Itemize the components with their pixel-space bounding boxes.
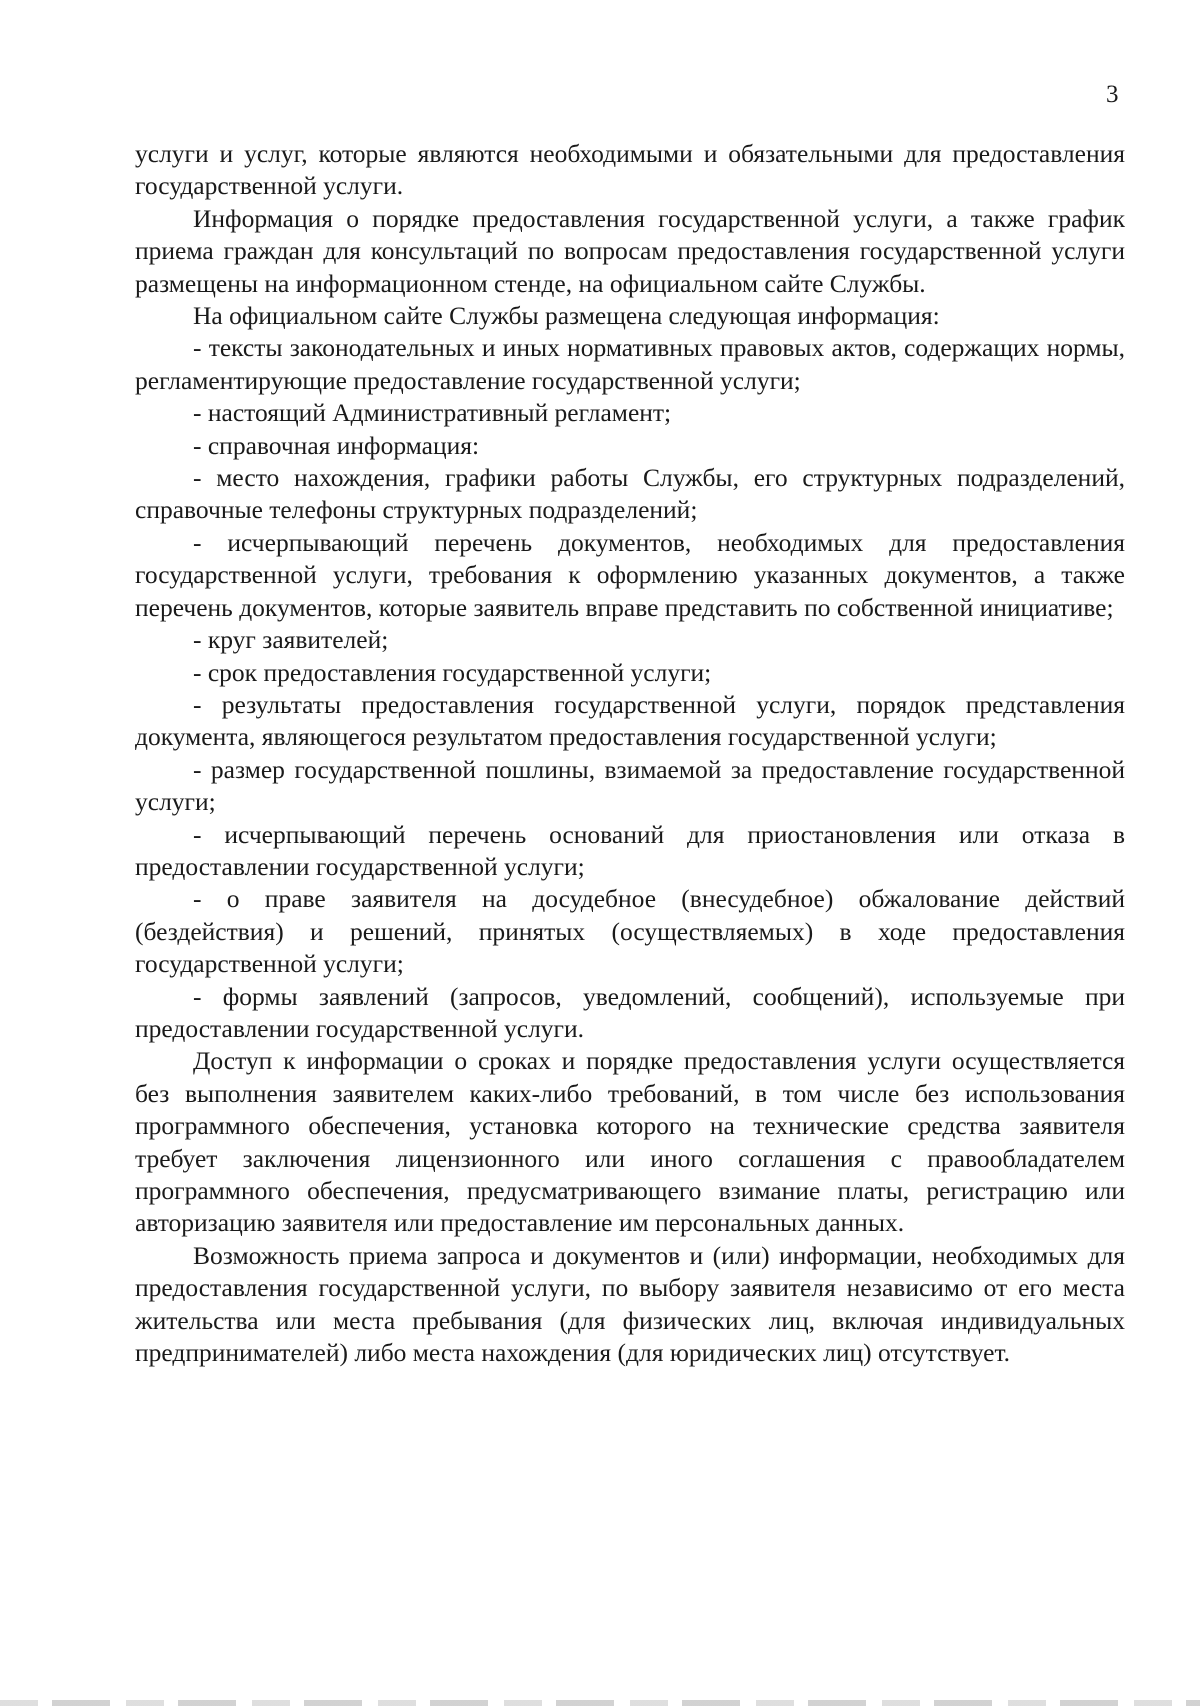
list-item: - результаты предоставления государственной услуги, порядок представления документа, являющегося результатом предоставления государственной услуги;: [135, 689, 1125, 752]
paragraph-site-info-intro: На официальном сайте Службы размещена следующая информация:: [193, 301, 940, 331]
scan-bottom-edge: [0, 1700, 1200, 1706]
list-item: - срок предоставления государственной услуги;: [193, 657, 712, 687]
list-item: - исчерпывающий перечень документов, необходимых для предоставления государственной услуги, требования к оформлению указанных документов, а также перечень документов, которые заявитель вправе представить по собственной инициативе;: [135, 527, 1125, 622]
list-item: - справочная информация:: [193, 430, 480, 460]
list-item: - исчерпывающий перечень оснований для приостановления или отказа в предоставлении государственной услуги;: [135, 819, 1125, 881]
document-body: [135, 138, 1125, 1369]
paragraph-access: Доступ к информации о сроках и порядке предоставления услуги осуществляется без выполнения заявителем каких-либо требований, в том числе без использования программного обеспечения, установка которого на технические средства заявителя требует заключения лицензионного или иного соглашения с правообладателем программного обеспечения, предусматривающего взимание платы, регистрацию или авторизацию заявителя или предоставление им персональных данных.: [135, 1046, 1125, 1238]
list-item: - тексты законодательных и иных нормативных правовых актов, содержащих нормы, регламентирующие предоставление государственной услуги;: [135, 333, 1125, 395]
paragraph-continuation: услуги и услуг, которые являются необходимыми и обязательными для предоставления государственной услуги.: [135, 139, 1125, 201]
list-item: - настоящий Административный регламент;: [193, 398, 672, 428]
page-number: 3: [1106, 81, 1119, 108]
list-item: - о праве заявителя на досудебное (внесудебное) обжалование действий (бездействия) и решений, принятых (осуществляемых) в ходе предоставления государственной услуги;: [135, 884, 1125, 979]
list-item: - круг заявителей;: [193, 625, 389, 655]
paragraph-info-order: Информация о порядке предоставления государственной услуги, а также график приема граждан для консультаций по вопросам предоставления государственной услуги размещены на информационном стенде, на официальном сайте Службы.: [135, 203, 1125, 298]
list-item: - место нахождения, графики работы Службы, его структурных подразделений, справочные телефоны структурных подразделений;: [135, 463, 1125, 525]
paragraph-possibility: Возможность приема запроса и документов и (или) информации, необходимых для предоставления государственной услуги, по выбору заявителя независимо от его места жительства или места пребывания (для физических лиц, включая индивидуальных предпринимателей) либо места нахождения (для юридических лиц) отсутствует.: [135, 1240, 1125, 1368]
list-item: - формы заявлений (запросов, уведомлений, сообщений), используемые при предоставлении государственной услуги.: [135, 981, 1125, 1043]
list-item: - размер государственной пошлины, взимаемой за предоставление государственной услуги;: [135, 754, 1125, 817]
